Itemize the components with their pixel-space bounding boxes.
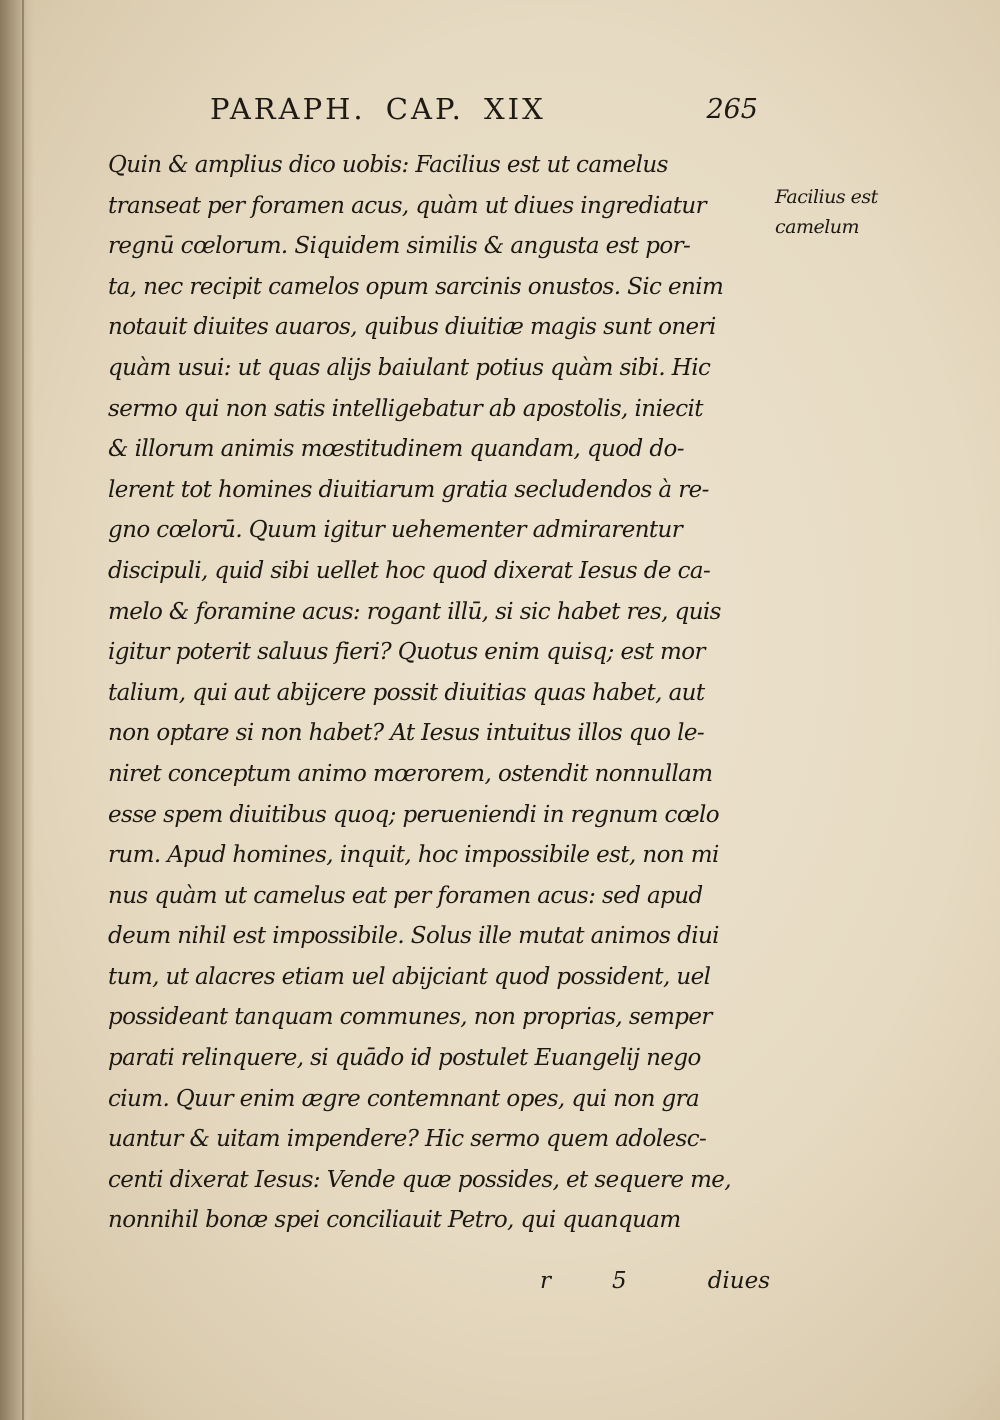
- text-line: centi dixerat Iesus: Vende quæ possides, et sequere me,: [108, 1166, 732, 1193]
- signature-mark: r: [540, 1268, 551, 1294]
- footer-line: [540, 1268, 770, 1304]
- text-line: uantur & uitam impendere? Hic sermo quem adolesc-: [108, 1126, 707, 1153]
- main-text-block: [108, 145, 768, 1241]
- text-line: niret conceptum animo mœrorem, ostendit nonnullam: [108, 760, 713, 787]
- text-line: parati relinquere, si quādo id postulet Euangelij nego: [108, 1045, 701, 1072]
- text-line: quàm usui: ut quas alijs baiulant potius quàm sibi. Hic: [108, 354, 711, 381]
- catchword: diues: [707, 1268, 770, 1294]
- text-line: gno cœlorū. Quum igitur uehementer admirarentur: [108, 517, 683, 544]
- page-number: 265: [706, 94, 758, 125]
- text-line: cium. Quur enim ægre contemnant opes, qui non gra: [108, 1085, 700, 1112]
- text-line: Quin & amplius dico uobis: Facilius est ut camelus: [108, 152, 668, 178]
- text-line: igitur poterit saluus fieri? Quotus enim quisq; est mor: [108, 639, 705, 666]
- margin-note-line: camelum: [775, 216, 860, 238]
- text-line: rum. Apud homines, inquit, hoc impossibile est, non mi: [108, 842, 719, 869]
- margin-note-line: Facilius est: [775, 186, 878, 208]
- text-line: transeat per foramen acus, quàm ut diues ingrediatur: [108, 192, 707, 219]
- text-line: esse spem diuitibus quoq; perueniendi in regnum cœlo: [108, 801, 719, 828]
- text-line: lerent tot homines diuitiarum gratia secludendos à re-: [108, 476, 709, 503]
- binding-gutter: [0, 0, 34, 1420]
- signature-number: 5: [612, 1268, 627, 1294]
- text-line: & illorum animis mœstitudinem quandam, quod do-: [108, 436, 684, 463]
- running-head: [210, 92, 770, 132]
- running-head-title: PARAPH. CAP. XIX: [210, 92, 546, 126]
- text-line: deum nihil est impossibile. Solus ille mutat animos diui: [108, 923, 719, 950]
- text-line: nonnihil bonæ spei conciliauit Petro, qui quanquam: [108, 1207, 681, 1234]
- text-line: ta, nec recipit camelos opum sarcinis onustos. Sic enim: [108, 273, 724, 300]
- text-line: possideant tanquam communes, non proprias, semper: [108, 1004, 712, 1031]
- text-line: regnū cœlorum. Siquidem similis & angusta est por-: [108, 233, 691, 260]
- text-line: nus quàm ut camelus eat per foramen acus: sed apud: [108, 882, 703, 909]
- gutter-fold-line: [22, 0, 24, 1420]
- text-line: non optare si non habet? At Iesus intuitus illos quo le-: [108, 720, 705, 747]
- text-line: notauit diuites auaros, quibus diuitiæ magis sunt oneri: [108, 314, 716, 341]
- margin-note: [775, 182, 895, 242]
- text-line: tum, ut alacres etiam uel abijciant quod possident, uel: [108, 963, 711, 990]
- text-line: discipuli, quid sibi uellet hoc quod dixerat Iesus de ca-: [108, 557, 711, 584]
- text-line: melo & foramine acus: rogant illū, si sic habet res, quis: [108, 598, 721, 625]
- text-line: talium, qui aut abijcere possit diuitias quas habet, aut: [108, 679, 705, 706]
- text-line: sermo qui non satis intelligebatur ab apostolis, iniecit: [108, 395, 703, 422]
